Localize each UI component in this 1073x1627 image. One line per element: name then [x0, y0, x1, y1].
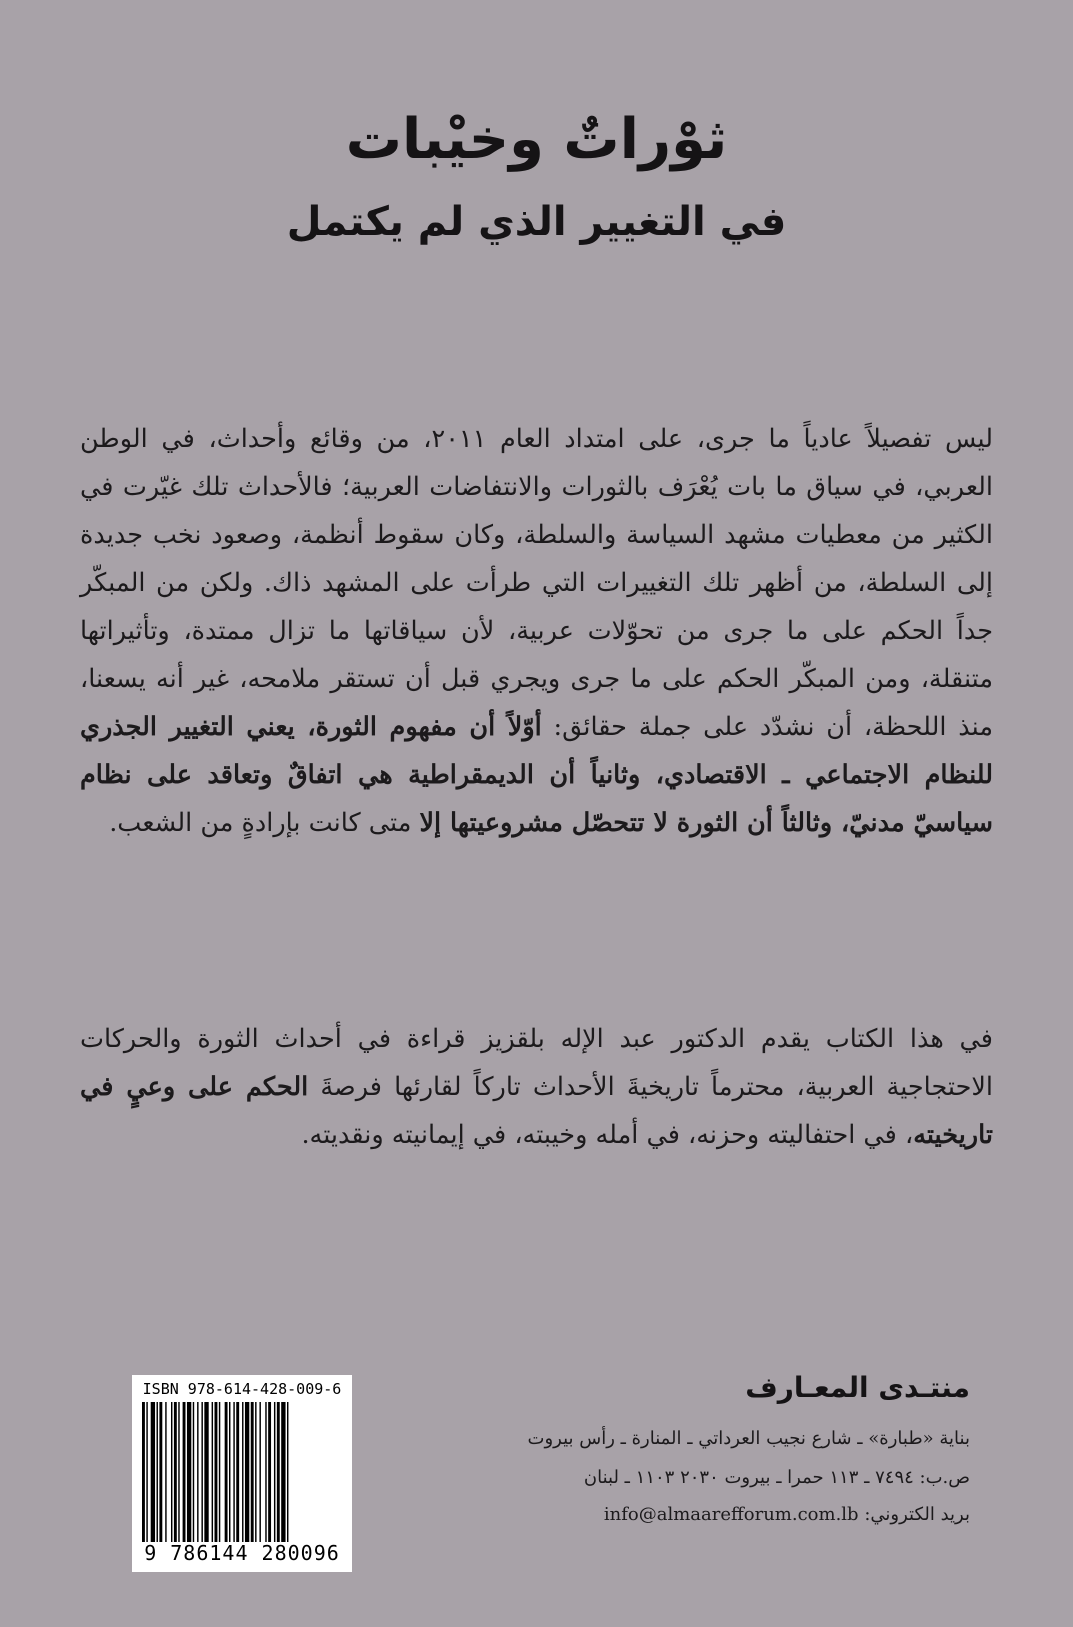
barcode-bar [219, 1402, 220, 1542]
blurb-emphasis: الحكم على وعيٍ في تاريخيته [80, 1072, 993, 1150]
book-title: ثوْراتٌ وخيْبات [345, 107, 728, 172]
barcode-bar [159, 1402, 162, 1542]
barcode-bar [157, 1402, 158, 1542]
barcode-bar [187, 1402, 191, 1542]
barcode-bar [193, 1402, 194, 1542]
barcode-bar [255, 1402, 256, 1542]
barcode-bar [142, 1402, 145, 1542]
blurb-text: ، في احتفاليته وحزنه، في أمله وخيبته، في إيمانيته ونقديته. [301, 1120, 914, 1150]
publisher-name: منتـدى المعـارف [745, 1371, 970, 1404]
blurb-paragraph-2 [80, 1015, 993, 1159]
publisher-email: info@almaarefforum.com.lb [603, 1504, 859, 1525]
barcode-bar [165, 1402, 166, 1542]
barcode-bars [140, 1402, 344, 1542]
barcode-bar [212, 1402, 213, 1542]
publisher-pobox: ص.ب: ٧٤٩٤ ـ ١١٣ حمرا ـ بيروت ٢٠٣٠ ١١٠٣ ـ لبنان [583, 1467, 970, 1488]
barcode-bar [268, 1402, 271, 1542]
barcode-bar [146, 1402, 147, 1542]
barcode-bar [245, 1402, 249, 1542]
barcode-bar [178, 1402, 179, 1542]
barcode-bar [171, 1402, 172, 1542]
book-subtitle: في التغيير الذي لم يكتمل [286, 199, 787, 245]
barcode-bar [204, 1402, 208, 1542]
publisher-email-line [604, 1500, 970, 1530]
barcode-bar [236, 1402, 239, 1542]
blurb-text: في هذا الكتاب يقدم الدكتور عبد الإله بلقزيز قراءة في أحداث الثورة والحركات الاحتجاجية العربية، محترماً تاريخيةَ الأحداث تاركاً لقارئها فرصةَ [80, 1024, 994, 1102]
barcode-bar [277, 1402, 280, 1542]
blurb-emphasis: أوّلاً أن مفهوم الثورة، يعني التغيير الجذري للنظام الاجتماعي ـ الاقتصادي، وثانياً أن الديمقراطية هي اتفاقٌ وتعاقد على نظام سياسيّ مدنيّ، وثالثاً أن الثورة لا تتحصّل مشروعيتها إلا [80, 712, 993, 838]
barcode-bar [242, 1402, 243, 1542]
barcode-number: 9 786144 280096 [144, 1541, 340, 1565]
publisher-address: بناية «طبارة» ـ شارع نجيب العرداتي ـ المنارة ـ رأس بيروت [527, 1428, 970, 1449]
blurb-text: ليس تفصيلاً عادياً ما جرى، على امتداد العام ٢٠١١، من وقائع وأحداث، في الوطن العربي، في سياق ما بات يُعْرَف بالثورات والانتفاضات العربية؛ فالأحداث تلك غيّرت في الكثير من معطيات مشهد السياسة والسلطة، وكان سقوط أنظمة، وصعود نخب جديدة إلى السلطة، من أظهر تلك التغييرات التي طرأت على المشهد ذاك. ولكن من المبكّر جداً الحكم على ما جرى من تحوّلات عربية، لأن سياقاتها ما تزال ممتدة، وتأثيراتها متنقلة، ومن المبكّر الحكم على ما جرى ويجري قبل أن تستقر ملامحه، غير أنه يسعنا، منذ اللحظة، أن نشدّد على جملة حقائق: [80, 424, 993, 742]
barcode-bar [197, 1402, 198, 1542]
email-label: بريد الكتروني: [858, 1504, 970, 1525]
barcode-bar [281, 1402, 285, 1542]
blurb-paragraph-1 [80, 415, 993, 847]
barcode-bar [287, 1402, 288, 1542]
barcode-bar [151, 1402, 155, 1542]
barcode-bar [259, 1402, 260, 1542]
barcode-bar [233, 1402, 234, 1542]
isbn-label: ISBN 978-614-428-009-6 [142, 1380, 342, 1398]
barcode-bar [229, 1402, 230, 1542]
barcode-bar [183, 1402, 186, 1542]
barcode-bar [251, 1402, 254, 1542]
isbn-barcode [132, 1375, 352, 1572]
barcode-bar [274, 1402, 275, 1542]
barcode-bar [265, 1402, 266, 1542]
barcode-bar [215, 1402, 218, 1542]
barcode-bar [225, 1402, 228, 1542]
barcode-bar [201, 1402, 202, 1542]
barcode-bar [174, 1402, 177, 1542]
blurb-text: متى كانت بإرادةٍ من الشعب. [109, 808, 420, 838]
